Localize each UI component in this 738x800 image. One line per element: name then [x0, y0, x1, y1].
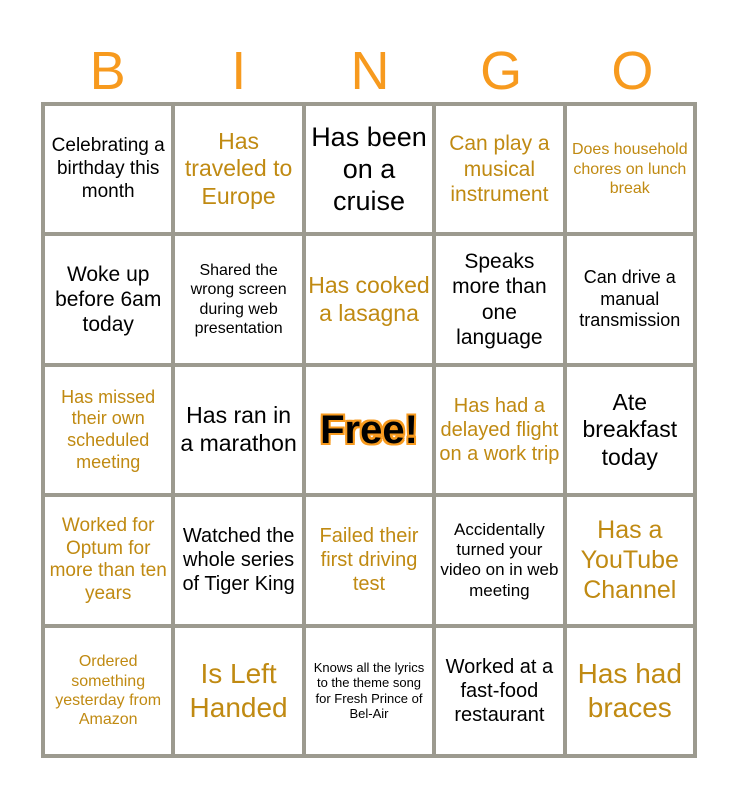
bingo-cell-text: Failed their first driving test	[319, 525, 419, 596]
bingo-cell[interactable]	[175, 497, 301, 623]
header-letter-i: I	[231, 41, 247, 101]
bingo-cell-text: Has ran in a marathon	[180, 402, 297, 456]
bingo-cell[interactable]	[45, 236, 171, 362]
bingo-cell[interactable]	[45, 106, 171, 232]
bingo-cell-text: Has had a delayed flight on a work trip	[439, 394, 560, 465]
bingo-cell[interactable]	[175, 628, 301, 754]
bingo-cell[interactable]	[436, 236, 562, 362]
bingo-cell[interactable]	[436, 628, 562, 754]
bingo-cell-text: Free!	[320, 407, 418, 452]
header-letter-n: N	[350, 41, 390, 101]
bingo-cell[interactable]	[45, 628, 171, 754]
bingo-cell[interactable]	[306, 106, 432, 232]
bingo-cell[interactable]	[436, 497, 562, 623]
bingo-cell[interactable]	[567, 367, 693, 493]
header-letter-o: O	[611, 41, 654, 101]
bingo-cell[interactable]	[306, 497, 432, 623]
bingo-cell[interactable]	[45, 367, 171, 493]
bingo-grid	[41, 102, 697, 758]
bingo-cell[interactable]	[567, 497, 693, 623]
bingo-cell-text: Has cooked a lasagna	[308, 272, 430, 326]
bingo-cell[interactable]	[306, 236, 432, 362]
bingo-cell-text: Worked for Optum for more than ten years	[49, 514, 167, 605]
bingo-cell-text: Speaks more than one language	[452, 250, 547, 349]
bingo-cell[interactable]	[567, 236, 693, 362]
bingo-cell[interactable]	[436, 106, 562, 232]
bingo-cell[interactable]	[567, 628, 693, 754]
bingo-cell[interactable]	[45, 497, 171, 623]
bingo-cell-text: Has been on a cruise	[311, 121, 427, 217]
bingo-cell-text: Has traveled to Europe	[184, 127, 293, 209]
bingo-cell[interactable]	[175, 106, 301, 232]
bingo-cell-text: Accidentally turned your video on in web meeting	[440, 519, 559, 600]
bingo-cell[interactable]	[175, 367, 301, 493]
header-letter-b: B	[89, 41, 126, 101]
bingo-cell-text: Worked at a fast-food restaurant	[445, 655, 554, 726]
bingo-cell-text: Woke up before 6am today	[55, 262, 162, 337]
bingo-cell-text: Has missed their own scheduled meeting	[61, 386, 156, 472]
bingo-cell-text: Ordered something yesterday from Amazon	[55, 653, 162, 728]
bingo-cell[interactable]	[175, 236, 301, 362]
bingo-cell[interactable]	[567, 106, 693, 232]
bingo-cell[interactable]	[436, 367, 562, 493]
bingo-cell-text: Celebrating a birthday this month	[51, 135, 165, 202]
bingo-cell-text: Has had braces	[577, 658, 682, 723]
bingo-cell-text: Ate breakfast today	[582, 388, 678, 470]
bingo-header	[42, 38, 698, 104]
bingo-cell-text: Knows all the lyrics to the theme song for Fresh Prince of Bel-Air	[313, 659, 425, 722]
bingo-cell[interactable]	[306, 628, 432, 754]
bingo-cell-text: Watched the whole series of Tiger King	[182, 525, 295, 596]
bingo-cell-text: Does household chores on lunch break	[571, 141, 688, 197]
bingo-cell-text: Shared the wrong screen during web presentation	[190, 262, 287, 337]
free-space-cell[interactable]	[306, 367, 432, 493]
bingo-cell-text: Can drive a manual transmission	[579, 267, 681, 331]
header-letter-g: G	[480, 41, 523, 101]
bingo-cell-text: Has a YouTube Channel	[580, 516, 679, 605]
bingo-cell-text: Is Left Handed	[189, 658, 288, 723]
bingo-cell-text: Can play a musical instrument	[449, 132, 550, 206]
